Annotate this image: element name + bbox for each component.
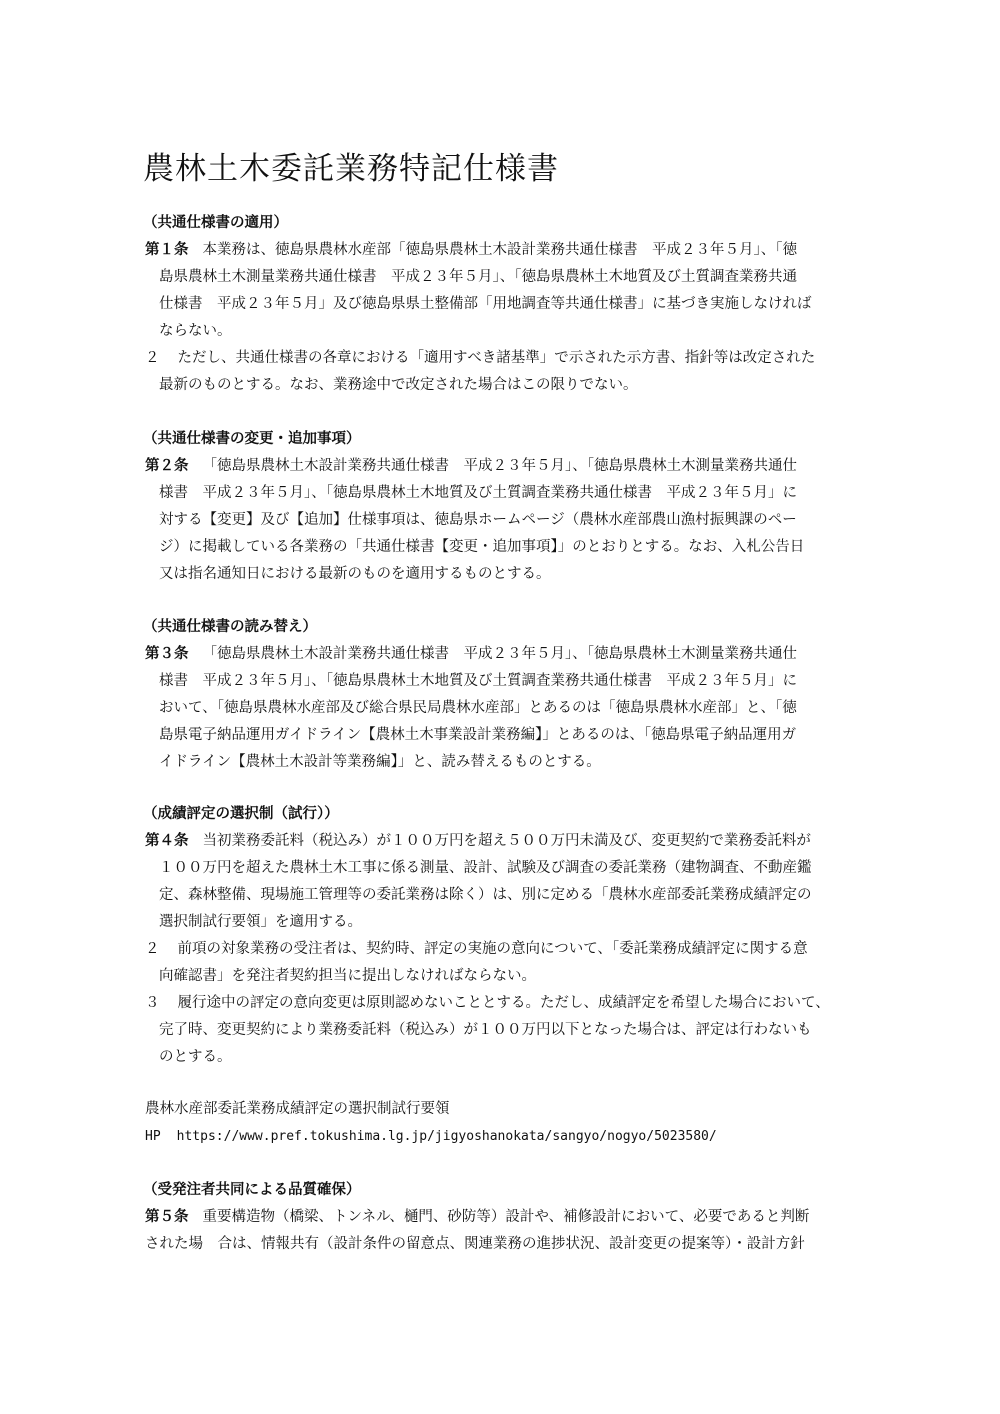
article-text: 又は指名通知日における最新のものを適用するものとする。 bbox=[159, 566, 551, 582]
article-label: 第３条 bbox=[145, 646, 189, 662]
article-line bbox=[145, 456, 797, 476]
article-text: おいて、「徳島県農林水産部及び総合県民局農林水産部」とあるのは「徳島県農林水産部」と、「徳 bbox=[159, 700, 797, 716]
section-heading: （共通仕様書の読み替え） bbox=[143, 619, 317, 635]
article-text: 島県電子納品運用ガイドライン【農林土木事業設計業務編】」とあるのは、「徳島県電子納品運用ガ bbox=[159, 727, 797, 743]
paragraph-text: ただし、共通仕様書の各章における「適用すべき諸基準」で示された示方書、指針等は改定された bbox=[177, 350, 816, 366]
article-text: された場 合は、情報共有（設計条件の留意点、関連業務の進捗状況、設計変更の提案等）・設計方針 bbox=[145, 1236, 805, 1252]
paragraph-text: 前項の対象業務の受注者は、契約時、評定の実施の意向について、「委託業務成績評定に関する意 bbox=[177, 941, 808, 957]
article-text: 定、森林整備、現場施工管理等の委託業務は除く）は、別に定める「農林水産部委託業務成績評定の bbox=[159, 887, 812, 903]
reference-name: 農林水産部委託業務成績評定の選択制試行要領 bbox=[145, 1101, 450, 1117]
article-text: ジ）に掲載している各業務の「共通仕様書【変更・追加事項】」のとおりとする。なお、入札公告日 bbox=[159, 539, 805, 555]
article-line bbox=[145, 644, 797, 664]
paragraph-text: 最新のものとする。なお、業務途中で改定された場合はこの限りでない。 bbox=[159, 377, 638, 393]
article-text: 「徳島県農林土木設計業務共通仕様書 平成２３年５月」、「徳島県農林土木測量業務共通仕 bbox=[202, 458, 797, 474]
reference-url-line bbox=[145, 1127, 717, 1147]
article-text: 様書 平成２３年５月」、「徳島県農林土木地質及び土質調査業務共通仕様書 平成２３年５月」に bbox=[159, 485, 797, 501]
article-text: 「徳島県農林土木設計業務共通仕様書 平成２３年５月」、「徳島県農林土木測量業務共通仕 bbox=[202, 646, 797, 662]
document-title: 農林土木委託業務特記仕様書 bbox=[143, 151, 559, 187]
article-text: １００万円を超えた農林土木工事に係る測量、設計、試験及び調査の委託業務（建物調査、不動産鑑 bbox=[159, 860, 812, 876]
reference-url-link[interactable]: https://www.pref.tokushima.lg.jp/jigyoshanokata/sangyo/nogyo/5023580/ bbox=[176, 1129, 717, 1144]
hp-label: HP bbox=[145, 1129, 161, 1144]
article-label: 第２条 bbox=[145, 458, 189, 474]
paragraph-text: 向確認書」を発注者契約担当に提出しなければならない。 bbox=[159, 968, 536, 984]
paragraph-text: のとする。 bbox=[159, 1049, 232, 1065]
article-text: 当初業務委託料（税込み）が１００万円を超え５００万円未満及び、変更契約で業務委託料が bbox=[202, 833, 811, 849]
article-text: ならない。 bbox=[159, 323, 232, 339]
paragraph-line bbox=[145, 993, 830, 1013]
article-label: 第４条 bbox=[145, 833, 189, 849]
section-heading: （成績評定の選択制（試行）） bbox=[143, 806, 339, 822]
paragraph-number: ３ bbox=[145, 995, 160, 1011]
article-text: 重要構造物（橋梁、トンネル、樋門、砂防等）設計や、補修設計において、必要であると判断 bbox=[202, 1209, 810, 1225]
article-text: 選択制試行要領」を適用する。 bbox=[159, 914, 362, 930]
article-text: イドライン【農林土木設計等業務編】」と、読み替えるものとする。 bbox=[159, 754, 601, 770]
article-label: 第５条 bbox=[145, 1209, 189, 1225]
article-text: 本業務は、徳島県農林水産部「徳島県農林土木設計業務共通仕様書 平成２３年５月」、「徳 bbox=[202, 242, 797, 258]
article-label: 第１条 bbox=[145, 242, 189, 258]
paragraph-text: 履行途中の評定の意向変更は原則認めないこととする。ただし、成績評定を希望した場合において、 bbox=[177, 995, 830, 1011]
paragraph-text: 完了時、変更契約により業務委託料（税込み）が１００万円以下となった場合は、評定は行わないも bbox=[159, 1022, 812, 1038]
article-text: 様書 平成２３年５月」、「徳島県農林土木地質及び土質調査業務共通仕様書 平成２３年５月」に bbox=[159, 673, 797, 689]
paragraph-line bbox=[145, 939, 808, 959]
paragraph-number: ２ bbox=[145, 350, 160, 366]
article-text: 島県農林土木測量業務共通仕様書 平成２３年５月」、「徳島県農林土木地質及び土質調査業務共通 bbox=[159, 269, 797, 285]
paragraph-line bbox=[145, 348, 815, 368]
article-text: 仕様書 平成２３年５月」及び徳島県県土整備部「用地調査等共通仕様書」に基づき実施しなければ bbox=[159, 296, 812, 312]
section-heading: （共通仕様書の適用） bbox=[143, 215, 288, 231]
article-line bbox=[145, 240, 797, 260]
section-heading: （受発注者共同による品質確保） bbox=[143, 1182, 361, 1198]
article-line bbox=[145, 1207, 809, 1227]
article-line bbox=[145, 831, 811, 851]
paragraph-number: ２ bbox=[145, 941, 160, 957]
section-heading: （共通仕様書の変更・追加事項） bbox=[143, 431, 361, 447]
article-text: 対する【変更】及び【追加】仕様事項は、徳島県ホームページ（農林水産部農山漁村振興課のペー bbox=[159, 512, 797, 528]
